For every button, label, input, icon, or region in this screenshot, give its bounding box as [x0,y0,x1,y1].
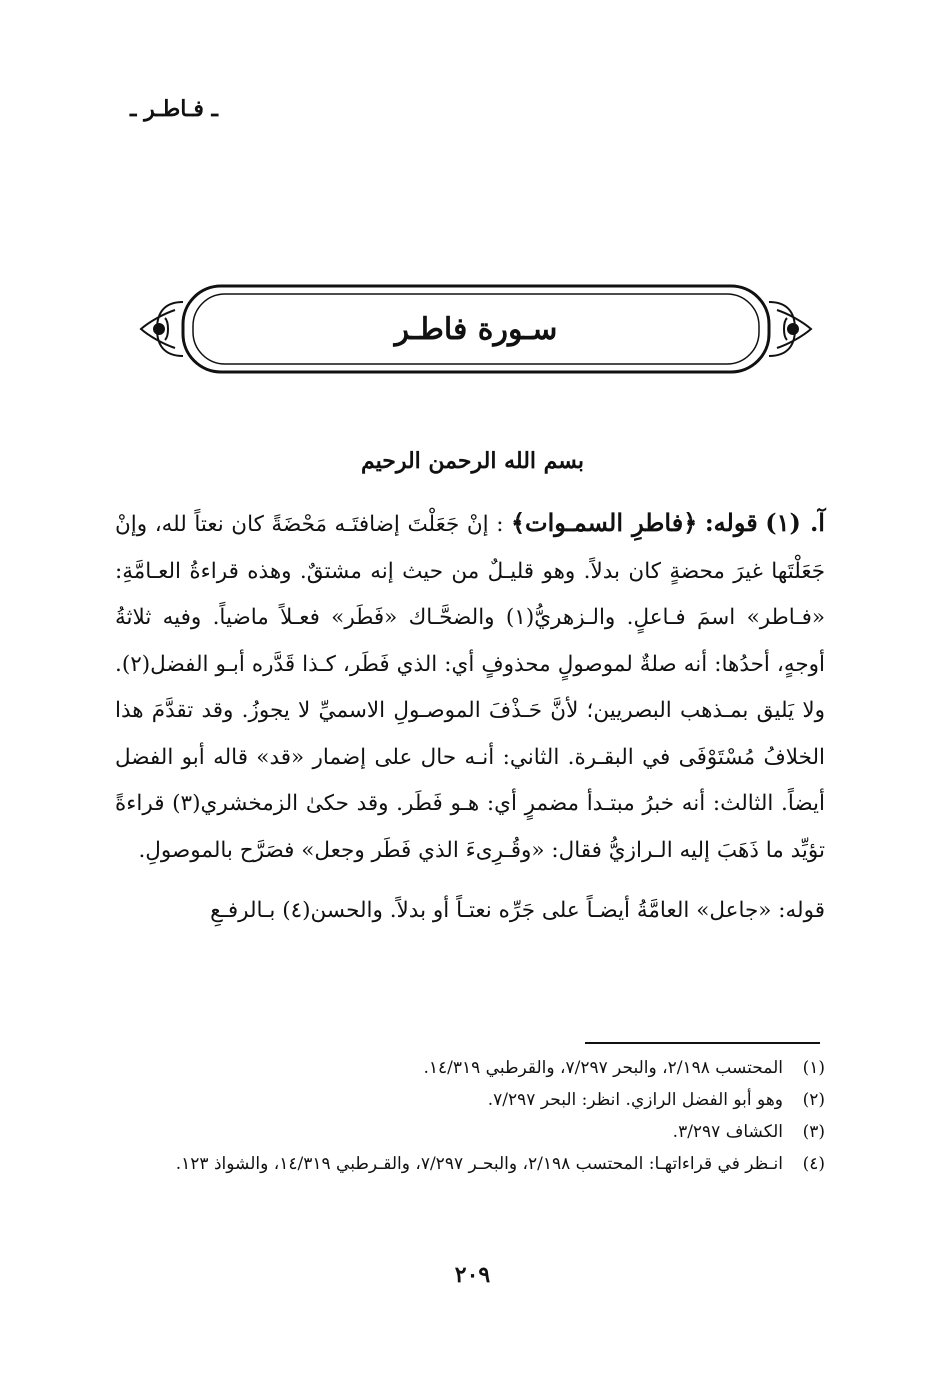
footnote-text: وهو أبو الفضل الرازي. انظر: البحر ٧/٢٩٧. [487,1090,783,1110]
footnote-number: (٢) [802,1090,825,1110]
footnote-separator [585,1042,820,1044]
commentary-body [115,500,825,935]
paragraph-1 [115,500,825,874]
footnotes [115,1052,825,1180]
sura-title-frame [135,282,817,376]
footnote-text: المحتسب ٢/١٩٨، والبحر ٧/٢٩٧، والقرطبي ١٤/٣١٩. [423,1058,783,1078]
footnote-number: (٤) [802,1154,825,1174]
paragraph-2-text: قوله: «جاعل» العامَّةُ أيضـاً على جَرِّه نعتـاً أو بدلاً. والحسن(٤) بـالرفـعِ [210,898,825,923]
footnote-item [115,1116,825,1148]
basmala: بسم الله الرحمن الرحيم [360,448,585,474]
paragraph-1-text: : إنْ جَعَلْتَ إضافتَـه مَحْضَةً كان نعتاً لله، وإنْ جَعَلْتَها غيرَ محضةٍ كان بدلاً. وهو قليـلٌ من حيث إنه مشتقٌ. وهذه قراءةُ العـامَّةِ: «فـاطر» اسمَ فـاعلٍ. والـزهريُّ(١) والضحَّـاك «فَطَر» فعـلاً ماضياً. وفيه ثلاثةُ أوجهٍ، أحدُها: أنه صلةٌ لموصولٍ محذوفٍ أي: الذي فَطَر، كـذا قَدَّره أبـو الفضل(٢). ولا يَليق بمـذهب البصريين؛ لأنَّ حَـذْفَ الموصـولِ الاسميِّ لا يجوزُ. وقد تقدَّمَ هذا الخلافُ مُسْتَوْفَى في البقـرة. الثاني: أنـه حال على إضمار «قد» قاله أبو الفضل أيضاً. الثالث: أنه خبرُ مبتـدأ مضمرٍ أي: هـو فَطَر. وقد حكىٰ الزمخشري(٣) قراءةً تؤيِّد ما ذَهَبَ إليه الـرازيُّ فقال: «وقُـرِىءَ الذي فَطَر وجعل» فصَرَّح بالموصولِ. [115,512,825,863]
paragraph-2 [115,888,825,935]
verse-intro: قوله: [704,508,758,537]
footnote-item [115,1084,825,1116]
footnote-number: (١) [802,1058,825,1078]
footnote-item [115,1052,825,1084]
quran-verse: ﴿فاطرِ السمـوات﴾ [510,508,698,537]
footnote-text: انـظر في قراءاتهـا: المحتسب ٢/١٩٨، والبحـر ٧/٢٩٧، والقـرطبي ١٤/٣١٩، والشواذ ١٢٣. [175,1154,783,1174]
verse-marker: آ. (١) [765,508,825,537]
sura-title: سـورة فاطـر [394,311,558,347]
footnote-text: الكشاف ٣/٢٩٧. [672,1122,783,1142]
footnote-item [115,1148,825,1180]
page-number: ٢٠٩ [454,1262,491,1288]
footnote-number: (٣) [802,1122,825,1142]
running-head: ـ فـاطـر ـ [130,96,218,122]
